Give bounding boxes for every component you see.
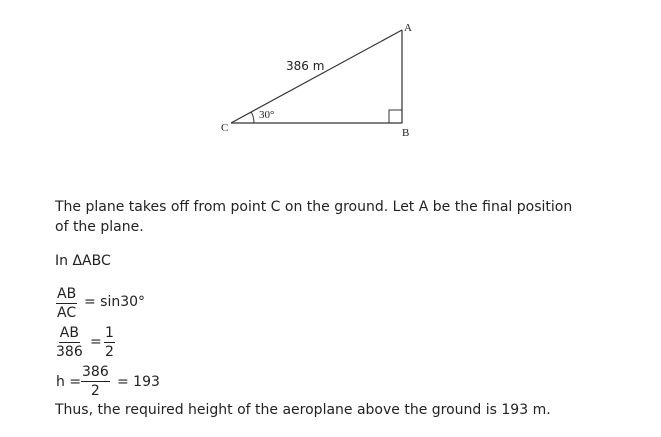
step3-lhs: h = <box>56 374 82 390</box>
angle-c-label: 30° <box>259 109 275 121</box>
vertex-b-label: B <box>402 127 410 139</box>
fraction-386-over-2 <box>81 364 110 399</box>
fraction-1-over-2 <box>104 325 115 360</box>
fraction-numerator: 386 <box>82 364 109 380</box>
step3-rhs: = 193 <box>117 374 160 390</box>
fraction-numerator: AB <box>57 286 77 302</box>
fraction-numerator: 1 <box>105 325 114 341</box>
right-triangle-figure <box>0 0 661 150</box>
step1-rhs: = sin30° <box>84 294 146 310</box>
vertex-a-label: A <box>404 22 412 34</box>
fraction-ab-over-ac <box>56 286 77 321</box>
side-ac-hypotenuse <box>231 30 402 123</box>
right-angle-marker <box>389 110 402 123</box>
fraction-denominator: 2 <box>105 344 114 360</box>
fraction-denominator: 386 <box>56 344 83 360</box>
fraction-denominator: 2 <box>90 383 100 399</box>
angle-c-arc <box>251 112 254 123</box>
fraction-ab-over-386 <box>56 325 83 360</box>
intro-line-1: The plane takes off from point C on the ground. Let A be the final position <box>55 199 573 215</box>
triangle-line: In ΔABC <box>55 253 111 269</box>
fraction-denominator: AC <box>57 305 77 321</box>
vertex-c-label: C <box>221 122 229 134</box>
side-ac-label: 386 m <box>286 59 325 73</box>
step2-equals: = <box>90 334 102 350</box>
intro-line-2: of the plane. <box>55 219 144 235</box>
conclusion-line: Thus, the required height of the aeroplane above the ground is 193 m. <box>55 402 551 418</box>
fraction-numerator: AB <box>59 325 79 341</box>
